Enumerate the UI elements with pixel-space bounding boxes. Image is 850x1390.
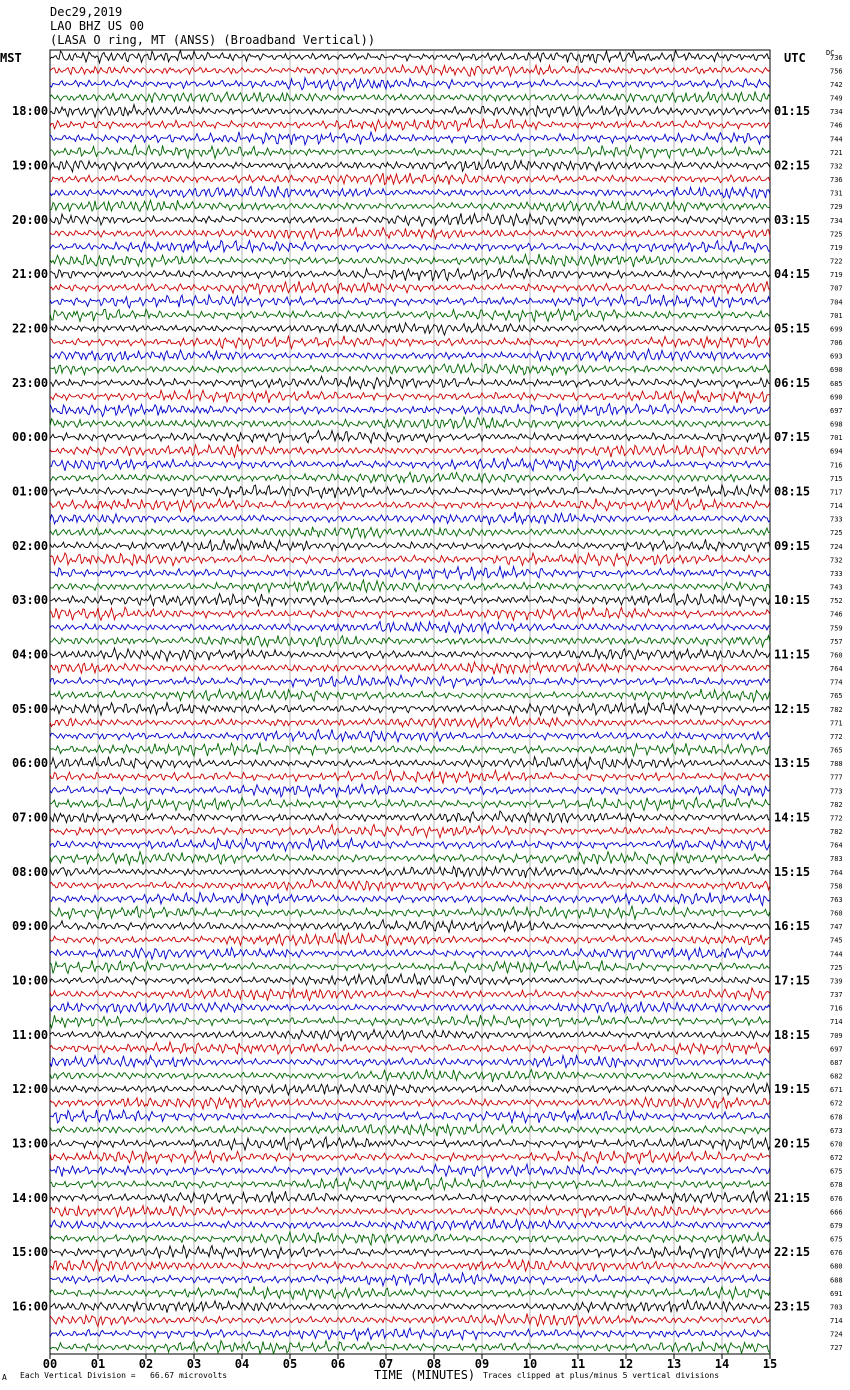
mst-hour-label: 04:00 — [12, 647, 49, 662]
dc-offset-label: 760 — [830, 651, 843, 660]
mst-hour-label: 22:00 — [12, 321, 49, 336]
seismic-trace — [50, 390, 770, 403]
dc-offset-label: 732 — [830, 556, 843, 565]
seismic-trace — [50, 933, 770, 946]
x-tick-label: 05 — [282, 1357, 298, 1371]
dc-offset-label: 717 — [830, 488, 843, 497]
dc-offset-label: 731 — [830, 189, 843, 198]
dc-offset-label: 771 — [830, 719, 843, 728]
mst-hour-label: 06:00 — [12, 756, 49, 771]
utc-hour-label: 22:15 — [774, 1245, 811, 1260]
seismic-trace — [50, 227, 770, 239]
dc-offset-label: 680 — [830, 1262, 843, 1271]
utc-hour-label: 05:15 — [774, 321, 811, 336]
dc-offset-label: 685 — [830, 379, 843, 388]
dc-offset-label: 701 — [830, 311, 843, 320]
dc-offset-label: 743 — [830, 583, 843, 592]
seismic-trace — [50, 825, 770, 838]
corner-mark: A — [2, 1373, 7, 1382]
dc-offset-label: 757 — [830, 637, 843, 646]
dc-offset-label: 709 — [830, 1031, 843, 1040]
dc-offset-label: 733 — [830, 569, 843, 578]
seismic-trace — [50, 186, 770, 198]
seismic-trace — [50, 1260, 770, 1272]
dc-offset-label: 733 — [830, 515, 843, 524]
dc-offset-label: 759 — [830, 624, 843, 633]
x-tick-label: 10 — [522, 1357, 538, 1371]
dc-offset-label: 742 — [830, 80, 843, 89]
dc-offset-label: 734 — [830, 108, 843, 117]
dc-offset-label: 697 — [830, 406, 843, 415]
dc-offset-label: 675 — [830, 1235, 843, 1244]
seismic-trace — [50, 499, 770, 512]
seismic-trace — [50, 309, 770, 321]
seismic-trace — [50, 1273, 770, 1286]
seismic-trace — [50, 404, 770, 417]
dc-offset-label: 744 — [830, 135, 843, 144]
dc-offset-label: 783 — [830, 855, 843, 864]
seismic-trace — [50, 1314, 770, 1327]
seismic-trace — [50, 594, 770, 607]
dc-offset-label: 678 — [830, 1181, 843, 1190]
dc-offset-label: 666 — [830, 1208, 843, 1217]
seismic-trace — [50, 1328, 770, 1340]
seismic-trace — [50, 363, 770, 375]
seismic-trace — [50, 527, 770, 538]
mst-hour-label: 05:00 — [12, 701, 49, 716]
dc-offset-label: 772 — [830, 732, 843, 741]
dc-offset-label: 714 — [830, 1018, 843, 1027]
dc-offset-label: 782 — [830, 800, 843, 809]
dc-offset-label: 678 — [830, 1113, 843, 1122]
mst-hour-label: 19:00 — [12, 158, 49, 173]
dc-offset-label: 715 — [830, 474, 843, 483]
dc-offset-label: 670 — [830, 1140, 843, 1149]
dc-offset-label: 679 — [830, 1221, 843, 1230]
seismic-trace — [50, 268, 770, 280]
mst-hour-label: 10:00 — [12, 973, 49, 988]
dc-offset-label: 760 — [830, 909, 843, 918]
local-timezone-label: MST — [0, 51, 22, 65]
seismic-trace — [50, 770, 770, 783]
dc-offset-label: 693 — [830, 352, 843, 361]
utc-hour-label: 20:15 — [774, 1136, 811, 1151]
utc-hour-label: 21:15 — [774, 1190, 811, 1205]
station-code: LAO BHZ US 00 — [50, 19, 144, 33]
dc-offset-label: 682 — [830, 1072, 843, 1081]
mst-hour-label: 02:00 — [12, 538, 49, 553]
dc-offset-label: 725 — [830, 963, 843, 972]
dc-offset-label: 694 — [830, 447, 843, 456]
utc-hour-label: 02:15 — [774, 158, 811, 173]
utc-hour-label: 12:15 — [774, 701, 811, 716]
dc-offset-label: 703 — [830, 1303, 843, 1312]
dc-offset-label: 699 — [830, 325, 843, 334]
seismic-trace — [50, 1097, 770, 1109]
x-tick-label: 07 — [378, 1357, 394, 1371]
utc-hour-label: 13:15 — [774, 756, 811, 771]
mst-hour-label: 09:00 — [12, 919, 49, 934]
seismic-trace — [50, 281, 770, 294]
mst-hour-label: 15:00 — [12, 1245, 49, 1260]
seismic-trace — [50, 1030, 770, 1042]
mst-hour-label: 21:00 — [12, 267, 49, 282]
seismic-trace — [50, 1300, 770, 1313]
dc-offset-label: 721 — [830, 148, 843, 157]
seismic-trace — [50, 539, 770, 552]
utc-hour-label: 11:15 — [774, 647, 811, 662]
x-axis-title: TIME (MINUTES) — [374, 1368, 476, 1382]
seismic-trace — [50, 893, 770, 906]
station-description: (LASA O ring, MT (ANSS) (Broadband Vertical)) — [50, 33, 376, 47]
seismic-trace — [50, 160, 770, 172]
seismic-trace — [50, 743, 770, 756]
dc-offset-label: 745 — [830, 936, 843, 945]
seismic-trace — [50, 1083, 770, 1095]
dc-offset-label: 782 — [830, 828, 843, 837]
mst-hour-label: 20:00 — [12, 212, 49, 227]
seismic-trace — [50, 173, 770, 185]
utc-hour-label: 16:15 — [774, 919, 811, 934]
dc-offset-label: 690 — [830, 366, 843, 375]
x-tick-label: 03 — [186, 1357, 202, 1371]
seismic-trace — [50, 512, 770, 525]
seismic-trace — [50, 1246, 770, 1259]
dc-offset-label: 763 — [830, 895, 843, 904]
dc-offset-label: 744 — [830, 950, 843, 959]
dc-offset-label: 722 — [830, 257, 843, 266]
mst-hour-label: 07:00 — [12, 810, 49, 825]
seismic-trace — [50, 200, 770, 212]
utc-hour-label: 15:15 — [774, 864, 811, 879]
x-tick-label: 13 — [666, 1357, 682, 1371]
dc-offset-header: DC — [826, 49, 835, 57]
dc-offset-label: 704 — [830, 298, 843, 307]
mst-hour-label: 00:00 — [12, 430, 49, 445]
seismic-trace — [50, 960, 770, 973]
dc-offset-label: 671 — [830, 1086, 843, 1095]
dc-offset-label: 676 — [830, 1194, 843, 1203]
x-tick-label: 02 — [138, 1357, 154, 1371]
seismic-trace — [50, 811, 770, 823]
x-tick-label: 06 — [330, 1357, 346, 1371]
dc-offset-label: 714 — [830, 1317, 843, 1326]
seismic-trace — [50, 1110, 770, 1123]
seismic-trace — [50, 1002, 770, 1014]
dc-offset-label: 672 — [830, 1154, 843, 1163]
seismic-trace — [50, 1178, 770, 1191]
seismic-trace — [50, 444, 770, 457]
seismic-trace — [50, 974, 770, 986]
seismic-trace — [50, 948, 770, 960]
seismic-trace — [50, 132, 770, 145]
dc-offset-label: 756 — [830, 67, 843, 76]
seismic-trace — [50, 472, 770, 483]
dc-offset-label: 719 — [830, 271, 843, 280]
seismic-trace — [50, 920, 770, 933]
dc-offset-label: 772 — [830, 814, 843, 823]
utc-hour-label: 23:15 — [774, 1299, 811, 1314]
seismic-trace — [50, 1042, 770, 1055]
dc-offset-label: 675 — [830, 1167, 843, 1176]
seismic-trace — [50, 295, 770, 308]
seismic-trace — [50, 323, 770, 335]
mst-hour-label: 03:00 — [12, 593, 49, 608]
seismic-trace — [50, 867, 770, 878]
dc-offset-label: 691 — [830, 1289, 843, 1298]
seismic-trace — [50, 254, 770, 267]
mst-hour-label: 14:00 — [12, 1190, 49, 1205]
seismic-trace — [50, 689, 770, 702]
dc-offset-label: 747 — [830, 923, 843, 932]
utc-hour-label: 18:15 — [774, 1027, 811, 1042]
seismic-trace — [50, 1056, 770, 1068]
mst-hour-label: 16:00 — [12, 1299, 49, 1314]
seismic-trace — [50, 852, 770, 865]
seismic-trace — [50, 213, 770, 226]
seismic-trace — [50, 1206, 770, 1218]
utc-hour-label: 10:15 — [774, 593, 811, 608]
x-tick-label: 12 — [618, 1357, 634, 1371]
dc-offset-label: 758 — [830, 882, 843, 891]
seismic-trace — [50, 1015, 770, 1028]
seismic-trace — [50, 1151, 770, 1164]
dc-offset-label: 788 — [830, 760, 843, 769]
seismic-trace — [50, 988, 770, 1001]
dc-offset-label: 714 — [830, 502, 843, 511]
utc-hour-label: 19:15 — [774, 1082, 811, 1097]
x-tick-label: 00 — [42, 1357, 58, 1371]
dc-offset-label: 764 — [830, 665, 843, 674]
mst-hour-label: 12:00 — [12, 1082, 49, 1097]
seismic-trace — [50, 458, 770, 471]
seismic-trace — [50, 1124, 770, 1136]
record-date: Dec29,2019 — [50, 5, 123, 19]
dc-offset-label: 774 — [830, 678, 843, 687]
x-tick-label: 01 — [90, 1357, 106, 1371]
seismic-trace — [50, 636, 770, 648]
utc-timezone-label: UTC — [784, 51, 806, 65]
seismic-trace — [50, 622, 770, 634]
seismic-trace — [50, 906, 770, 919]
mst-hour-label: 11:00 — [12, 1027, 49, 1042]
dc-offset-label: 724 — [830, 542, 843, 551]
seismic-trace — [50, 1137, 770, 1150]
x-tick-label: 15 — [762, 1357, 778, 1371]
seismic-trace — [50, 607, 770, 620]
dc-offset-label: 734 — [830, 216, 843, 225]
vertical-scale-note: Each Vertical Division = 66.67 microvolts — [20, 1371, 228, 1380]
seismic-trace — [50, 1232, 770, 1245]
x-tick-label: 14 — [714, 1357, 730, 1371]
seismic-trace — [50, 431, 770, 443]
dc-offset-label: 749 — [830, 94, 843, 103]
x-tick-label: 11 — [570, 1357, 586, 1371]
seismic-trace — [50, 1341, 770, 1354]
dc-offset-label: 672 — [830, 1099, 843, 1108]
dc-offset-label: 746 — [830, 121, 843, 130]
dc-offset-label: 764 — [830, 841, 843, 850]
mst-hour-label: 18:00 — [12, 104, 49, 119]
seismic-trace — [50, 1164, 770, 1177]
dc-offset-label: 746 — [830, 610, 843, 619]
utc-hour-label: 08:15 — [774, 484, 811, 499]
dc-offset-label: 688 — [830, 1276, 843, 1285]
dc-offset-label: 732 — [830, 162, 843, 171]
dc-offset-label: 777 — [830, 773, 843, 782]
x-tick-label: 09 — [474, 1357, 490, 1371]
utc-hour-label: 07:15 — [774, 430, 811, 445]
dc-offset-label: 737 — [830, 991, 843, 1000]
dc-offset-label: 764 — [830, 868, 843, 877]
dc-offset-label: 701 — [830, 434, 843, 443]
dc-offset-label: 765 — [830, 692, 843, 701]
seismic-trace — [50, 50, 770, 63]
seismic-trace — [50, 241, 770, 253]
seismic-trace — [50, 1286, 770, 1299]
dc-offset-label: 687 — [830, 1058, 843, 1067]
dc-offset-label: 707 — [830, 284, 843, 293]
utc-hour-label: 09:15 — [774, 538, 811, 553]
utc-hour-label: 03:15 — [774, 212, 811, 227]
dc-offset-label: 752 — [830, 597, 843, 606]
seismic-trace — [50, 784, 770, 797]
seismic-trace — [50, 118, 770, 131]
utc-hour-label: 04:15 — [774, 267, 811, 282]
utc-hour-label: 14:15 — [774, 810, 811, 825]
dc-offset-label: 739 — [830, 977, 843, 986]
seismic-trace — [50, 553, 770, 566]
dc-offset-label: 729 — [830, 203, 843, 212]
utc-hour-label: 17:15 — [774, 973, 811, 988]
seismic-trace — [50, 797, 770, 810]
seismic-trace — [50, 675, 770, 688]
dc-offset-label: 765 — [830, 746, 843, 755]
seismic-trace — [50, 92, 770, 103]
dc-offset-label: 698 — [830, 420, 843, 429]
seismic-trace — [50, 648, 770, 661]
dc-offset-label: 697 — [830, 1045, 843, 1054]
dc-offset-label: 725 — [830, 529, 843, 538]
seismic-trace — [50, 567, 770, 580]
seismic-trace — [50, 336, 770, 349]
dc-offset-label: 673 — [830, 1126, 843, 1135]
dc-offset-label: 782 — [830, 705, 843, 714]
seismic-trace — [50, 65, 770, 76]
seismic-trace — [50, 485, 770, 498]
seismic-trace — [50, 662, 770, 674]
dc-offset-label: 736 — [830, 53, 843, 62]
dc-offset-label: 690 — [830, 393, 843, 402]
seismic-trace — [50, 702, 770, 715]
dc-offset-label: 716 — [830, 1004, 843, 1013]
x-tick-label: 04 — [234, 1357, 250, 1371]
mst-hour-label: 13:00 — [12, 1136, 49, 1151]
seismic-trace — [50, 757, 770, 770]
seismic-trace — [50, 78, 770, 91]
seismic-trace — [50, 580, 770, 592]
mst-hour-label: 08:00 — [12, 864, 49, 879]
seismic-trace — [50, 349, 770, 361]
dc-offset-label: 676 — [830, 1249, 843, 1258]
x-tick-label: 08 — [426, 1357, 442, 1371]
dc-offset-label: 725 — [830, 230, 843, 239]
dc-offset-label: 719 — [830, 243, 843, 252]
seismic-trace — [50, 1191, 770, 1203]
mst-hour-label: 01:00 — [12, 484, 49, 499]
seismic-trace — [50, 880, 770, 892]
seismic-trace — [50, 838, 770, 851]
utc-hour-label: 06:15 — [774, 375, 811, 390]
seismic-trace — [50, 1069, 770, 1082]
dc-offset-label: 706 — [830, 339, 843, 348]
seismic-trace — [50, 1219, 770, 1230]
dc-offset-label: 727 — [830, 1344, 843, 1353]
seismic-trace — [50, 105, 770, 118]
dc-offset-label: 724 — [830, 1330, 843, 1339]
seismic-trace — [50, 376, 770, 389]
dc-offset-label: 716 — [830, 461, 843, 470]
clipping-note: Traces clipped at plus/minus 5 vertical divisions — [483, 1371, 720, 1380]
dc-offset-label: 773 — [830, 787, 843, 796]
utc-hour-label: 01:15 — [774, 104, 811, 119]
dc-offset-label: 736 — [830, 176, 843, 185]
seismic-trace — [50, 145, 770, 158]
mst-hour-label: 23:00 — [12, 375, 49, 390]
seismic-trace — [50, 717, 770, 728]
seismic-trace — [50, 417, 770, 429]
seismic-trace — [50, 730, 770, 743]
